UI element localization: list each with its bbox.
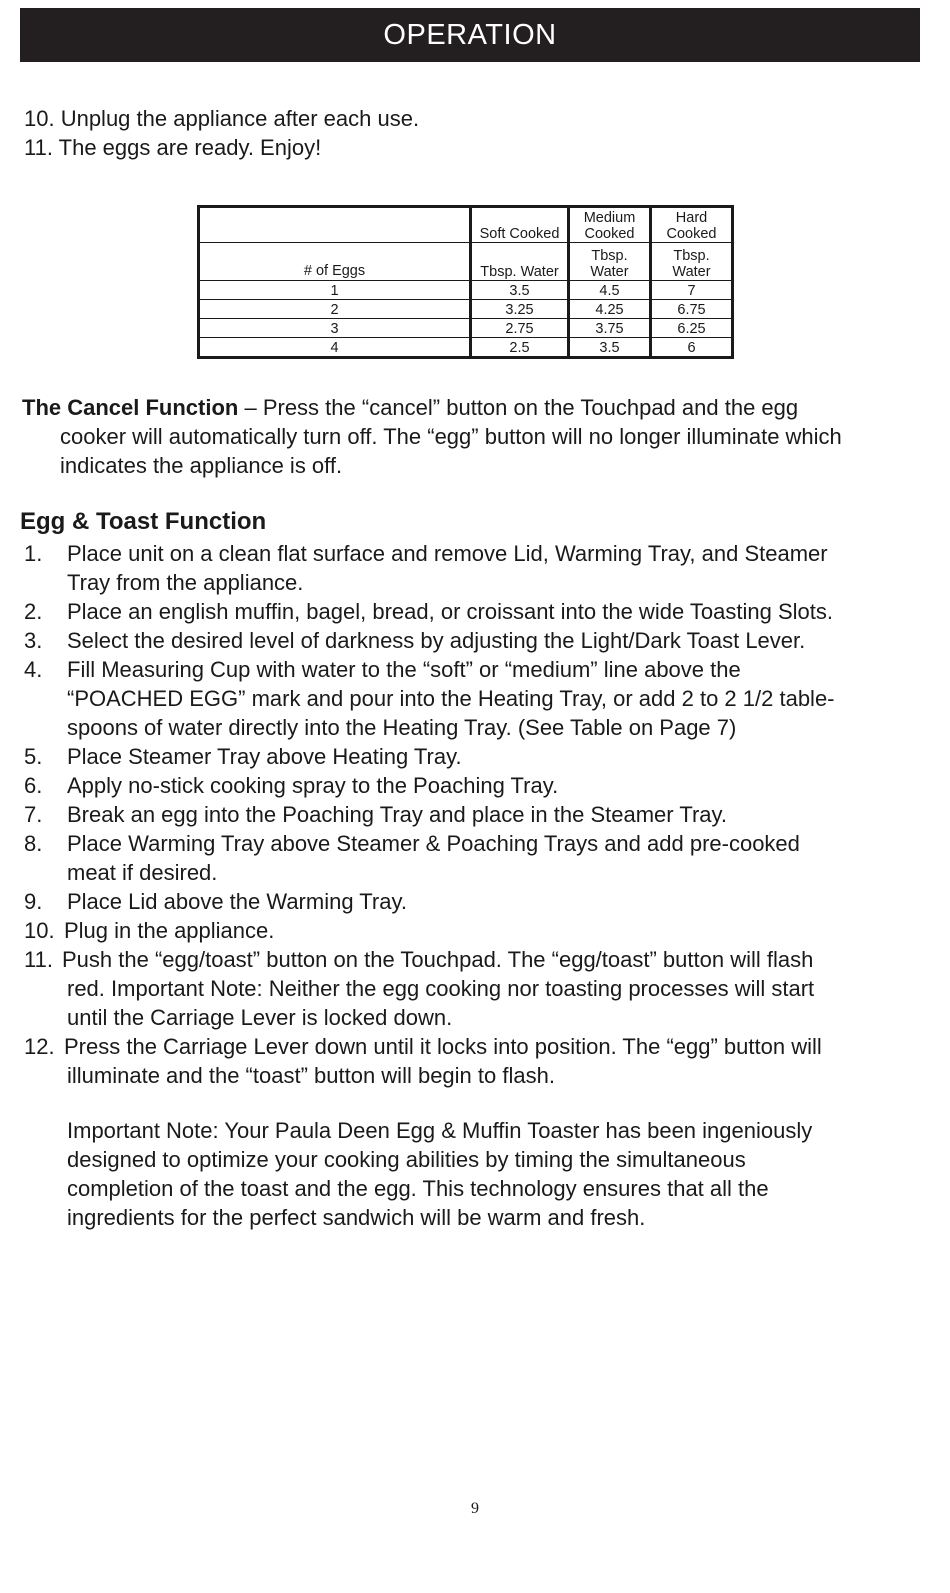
header-soft-water: Tbsp. Water <box>471 243 569 281</box>
important-note: Important Note: Your Paula Deen Egg & Muffin Toaster has been ingeniously designed to optimize your cooking abilities by timing the simultaneous completion of the toast and the egg. This technology ensures that all the ingredients for the perfect sandwich will be warm and fresh. <box>67 1118 813 1230</box>
table-row: 1 3.5 4.5 7 <box>199 281 733 300</box>
header-eggs: # of Eggs <box>199 243 471 281</box>
table-row: 4 2.5 3.5 6 <box>199 338 733 358</box>
list-item: 12. Press the Carriage Lever down until it locks into position. The “egg” button will illuminate and the “toast” button will begin to flash. <box>24 1034 822 1088</box>
cancel-line: cooker will automatically turn off. The “egg” button will no longer illuminate which <box>60 424 842 449</box>
list-item: 11. Push the “egg/toast” button on the Touchpad. The “egg/toast” button will flash red. Important Note: Neither the egg cooking nor toasting processes will start until the Carriage Lever is locked down. <box>24 947 815 1030</box>
header-soft: Soft Cooked <box>471 207 569 243</box>
list-item: 9. Place Lid above the Warming Tray. <box>24 889 407 914</box>
header-hard: Hard Cooked <box>666 210 717 242</box>
egg-toast-steps <box>24 539 924 1090</box>
intro-steps <box>24 104 419 162</box>
list-item: 5. Place Steamer Tray above Heating Tray. <box>24 744 462 769</box>
list-item: 4. Fill Measuring Cup with water to the “soft” or “medium” line above the “POACHED EGG” mark and pour into the Heating Tray, or add 2 to 2 1/2 table- spoons of water directly into the Heating Tray. (See Table on Page 7) <box>24 657 835 740</box>
list-item: 2. Place an english muffin, bagel, bread, or croissant into the wide Toasting Slots. <box>24 599 833 624</box>
cancel-function-title: The Cancel Function <box>22 395 239 420</box>
list-item: 10. Plug in the appliance. <box>24 918 275 943</box>
list-item: 8. Place Warming Tray above Steamer & Poaching Trays and add pre-cooked meat if desired. <box>24 831 800 885</box>
table-row: 2 3.25 4.25 6.75 <box>199 300 733 319</box>
cancel-line: – Press the “cancel” button on the Touchpad and the egg <box>238 395 799 420</box>
header-medium: Medium Cooked <box>569 207 651 243</box>
list-item: 6. Apply no-stick cooking spray to the Poaching Tray. <box>24 773 559 798</box>
list-item: 3. Select the desired level of darkness by adjusting the Light/Dark Toast Lever. <box>24 628 806 653</box>
table-row: 3 2.75 3.75 6.25 <box>199 319 733 338</box>
list-item: 7. Break an egg into the Poaching Tray and place in the Steamer Tray. <box>24 802 727 827</box>
header-hard-water: Tbsp. Water <box>651 243 733 281</box>
cancel-line: indicates the appliance is off. <box>60 453 343 478</box>
intro-line: 10. Unplug the appliance after each use. <box>24 106 420 131</box>
section-title: OPERATION <box>383 18 557 51</box>
header-medium-water: Tbsp. Water <box>569 243 651 281</box>
page-number: 9 <box>471 1500 479 1517</box>
water-table <box>197 205 734 359</box>
intro-line: 11. The eggs are ready. Enjoy! <box>24 135 322 160</box>
cancel-function-paragraph <box>22 393 922 480</box>
section-header <box>20 8 920 62</box>
list-item: 1. Place unit on a clean flat surface and remove Lid, Warming Tray, and Steamer Tray from the appliance. <box>24 541 828 595</box>
egg-toast-title: Egg & Toast Function <box>20 508 267 535</box>
